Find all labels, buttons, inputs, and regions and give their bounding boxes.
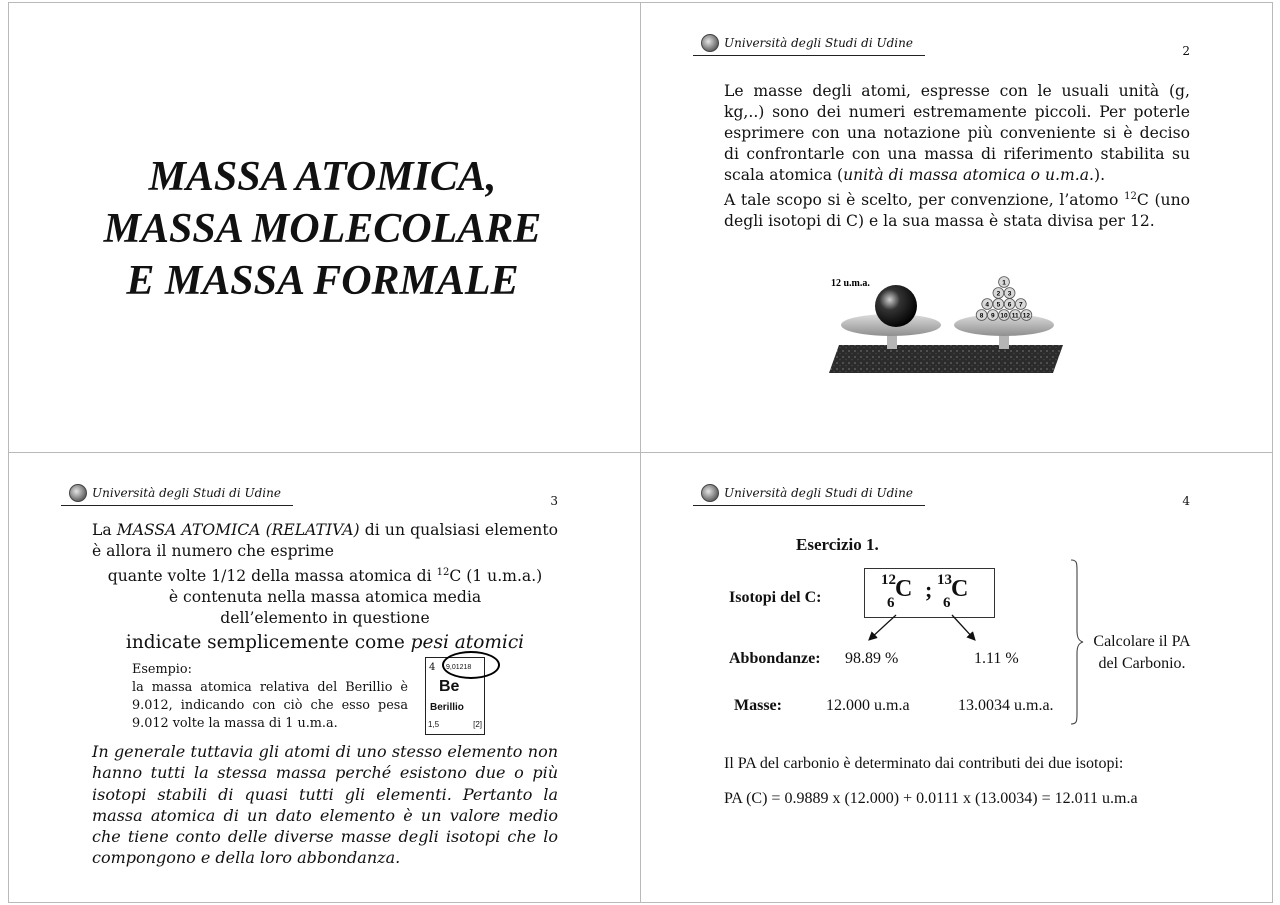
task-line-1: Calcolare il PA — [1093, 633, 1191, 650]
explanation-text: Il PA del carbonio è determinato dai contributi dei due isotopi: — [724, 755, 1124, 772]
slide-title — [9, 151, 636, 307]
slide-1 — [8, 2, 641, 453]
isotope-arrows — [866, 613, 986, 647]
abundance-c12: 98.89 % — [845, 650, 899, 667]
formula-text: PA (C) = 0.9889 x (12.000) + 0.0111 x (13.0034) = 12.011 u.m.a — [724, 790, 1138, 807]
slide-header — [693, 483, 925, 506]
slide-header — [693, 33, 925, 56]
isotope-explanation: In generale tuttavia gli atomi di uno stesso elemento non hanno tutti la stessa massa perché esistono due o più isotopi stabili di quasi tutti gli elementi. Pertanto la massa atomica di un dato elemento è un valore medio che tiene conto delle diverse masse degli isotopi che lo compongono e della loro abbondanza. — [92, 742, 558, 868]
atomic-number: 6 — [887, 595, 895, 611]
university-name: Università degli Studi di Udine — [724, 486, 913, 500]
text: A tale scopo si è scelto, per convenzione, l’atomo — [724, 191, 1125, 210]
figure-label: 12 u.m.a. — [831, 278, 870, 289]
pyramid-ball-label: 4 — [985, 301, 990, 309]
slide-4 — [640, 452, 1273, 903]
title-line-2: MASSA MOLECOLARE — [103, 206, 542, 252]
element-symbol: C — [951, 576, 969, 602]
text: indicate semplicemente come — [125, 632, 411, 654]
paragraph-1 — [724, 81, 1190, 186]
pyramid-ball-label: 6 — [1007, 301, 1012, 309]
pyramid-ball-label: 5 — [996, 301, 1001, 309]
title-line-1: MASSA ATOMICA, — [148, 154, 497, 200]
mass-c13: 13.0034 u.m.a. — [958, 697, 1054, 714]
paragraph-2 — [724, 186, 1190, 232]
mass-highlight-oval — [442, 651, 500, 679]
balance-base — [829, 345, 1063, 373]
definition-line-3: è contenuta nella massa atomica media — [168, 588, 482, 607]
task-line-2: del Carbonio. — [1098, 655, 1186, 672]
definition-line-4: dell’elemento in questione — [220, 609, 430, 628]
university-logo-icon — [701, 34, 719, 52]
text: di un qualsiasi elemento è allora il numero che esprime — [92, 521, 559, 560]
text: La — [92, 521, 117, 539]
pyramid-ball-label: 12 — [1022, 312, 1031, 320]
text: C (uno degli isotopi di C) e la sua massa è stata divisa per 12. — [724, 191, 1190, 231]
example-text: la massa atomica relativa del Berillio è 9.012, indicando con ciò che esso pesa 9.012 volte la massa di 1 u.m.a. — [132, 680, 408, 731]
right-stand — [999, 335, 1009, 349]
text: C (1 u.m.a.) — [449, 567, 543, 586]
pyramid-ball-label: 2 — [996, 290, 1001, 298]
arrow-right — [952, 615, 974, 639]
mass-number: 13 — [937, 572, 952, 588]
emphasis-text: MASSA ATOMICA (RELATIVA) — [116, 521, 360, 539]
left-stand — [887, 335, 897, 349]
mass-number: 12 — [881, 572, 896, 588]
university-name: Università degli Studi di Udine — [92, 486, 281, 500]
atomic-number: 6 — [943, 595, 951, 611]
abundance-label: Abbondanze: — [729, 650, 821, 667]
pyramid-ball-label: 1 — [1002, 279, 1006, 287]
isotopes-label: Isotopi del C: — [729, 589, 822, 606]
slide-header — [61, 483, 293, 506]
element-symbol: Be — [439, 678, 460, 695]
slide-3-definition — [92, 520, 558, 656]
page-number: 3 — [550, 494, 558, 508]
masses-label: Masse: — [734, 697, 782, 714]
page-number: 2 — [1182, 44, 1190, 58]
emphasis-text: pesi atomici — [410, 632, 525, 654]
pyramid-ball-label: 8 — [979, 312, 984, 320]
superscript: 12 — [1124, 191, 1137, 202]
superscript: 12 — [436, 567, 450, 578]
definition-line-2 — [92, 562, 558, 587]
abundance-c13: 1.11 % — [974, 650, 1019, 667]
emphasis-text: unità di massa atomica o u.m.a. — [843, 166, 1094, 184]
pyramid-balls — [976, 277, 1032, 321]
arrow-left — [870, 615, 896, 639]
text: Le masse degli atomi, espresse con le usuali unità (g, kg,..) sono dei numeri estremamente piccoli. Per poterle esprimere con una notazione più conveniente si è deciso di confrontarle con una massa di riferimento stabilita su scala atomica ( — [724, 82, 1190, 184]
pyramid-ball-label: 7 — [1018, 301, 1023, 309]
atomic-number: 4 — [429, 662, 436, 673]
pyramid-ball-label: 10 — [1000, 312, 1008, 320]
electron-config: [2] — [473, 720, 482, 729]
separator: ; — [925, 577, 933, 602]
element-name: Berillio — [430, 702, 464, 713]
text: quante volte 1/12 della massa atomica di — [107, 567, 437, 586]
right-brace — [1069, 559, 1085, 725]
slide-2-body — [724, 81, 1190, 232]
university-name: Università degli Studi di Udine — [724, 36, 913, 50]
element-symbol: C — [895, 576, 913, 602]
pyramid-ball-label: 3 — [1007, 290, 1012, 298]
slide-3 — [8, 452, 641, 903]
definition-line-1 — [92, 520, 558, 562]
balance-scale-figure — [829, 271, 1073, 379]
atomic-weight-note — [92, 630, 558, 656]
example-title: Esempio: — [132, 662, 192, 677]
atomic-mass: 9,01218 — [446, 664, 472, 671]
university-logo-icon — [69, 484, 87, 502]
title-line-3: E MASSA FORMALE — [126, 258, 519, 304]
carbon-ball — [875, 285, 917, 327]
example-block — [132, 661, 408, 733]
task-text — [1086, 631, 1198, 675]
mass-c12: 12.000 u.m.a — [826, 697, 910, 714]
university-logo-icon — [701, 484, 719, 502]
electronegativity: 1,5 — [428, 720, 440, 729]
slide-2 — [640, 2, 1273, 453]
page-number: 4 — [1182, 494, 1190, 508]
text: ). — [1094, 166, 1106, 184]
pyramid-ball-label: 9 — [990, 312, 995, 320]
isotopes-box — [864, 568, 995, 618]
pyramid-ball-label: 11 — [1011, 312, 1019, 320]
exercise-title: Esercizio 1. — [796, 535, 879, 554]
